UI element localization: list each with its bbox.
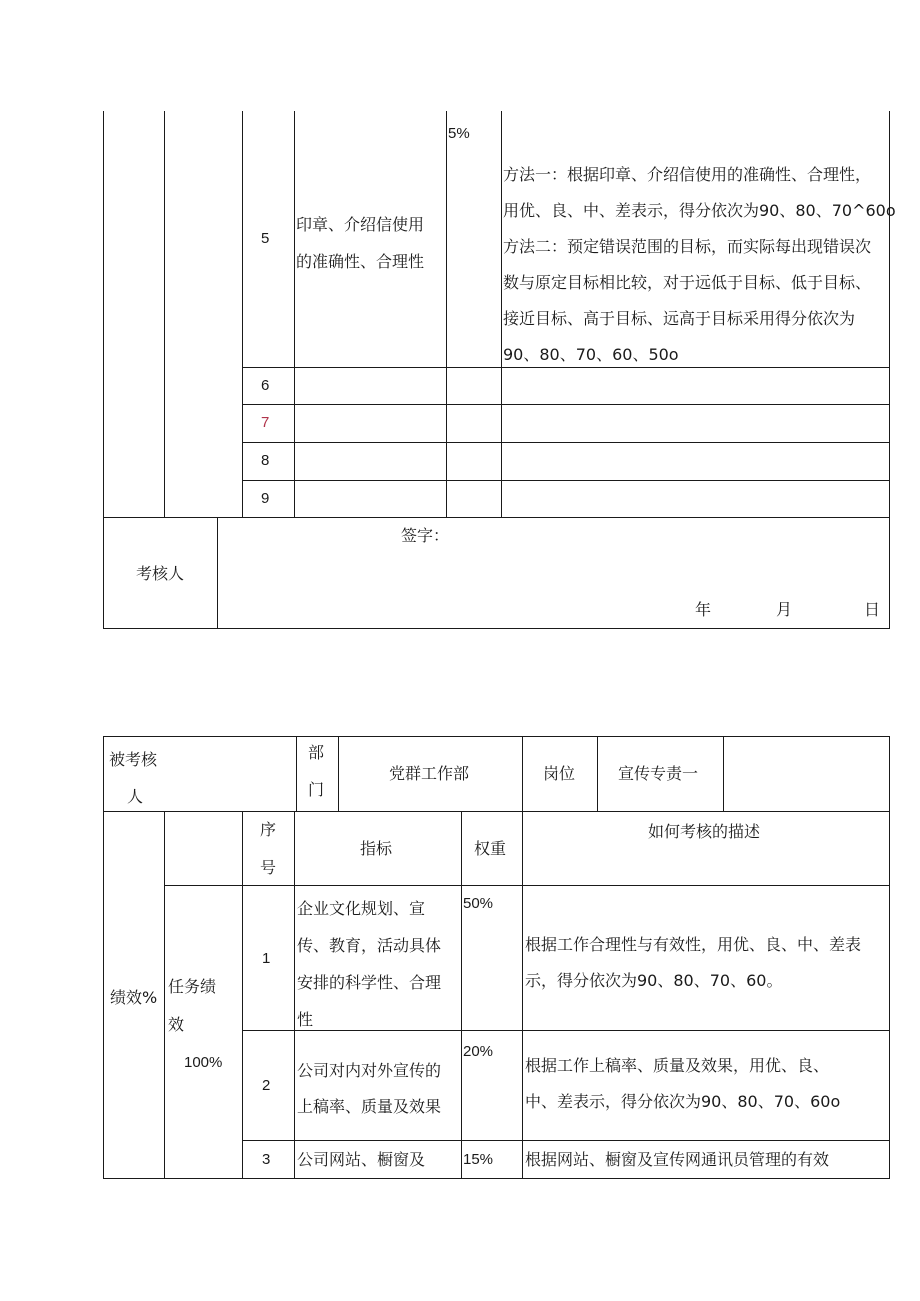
weight-value: 5% — [448, 125, 470, 142]
seq-header: 号 — [260, 858, 277, 877]
dept-value: 党群工作部 — [389, 764, 470, 783]
reviewer-label: 考核人 — [136, 564, 185, 583]
table2-col-line — [597, 736, 598, 811]
weight-header: 权重 — [474, 839, 507, 858]
seq-number: 5 — [261, 230, 270, 247]
indicator-header: 指标 — [360, 839, 393, 858]
indicator-text: 公司网站、橱窗及 — [297, 1150, 426, 1169]
position-label: 岗位 — [543, 764, 576, 783]
weight-value: 50% — [463, 895, 494, 912]
indicator-line: 安排的科学性、合理 — [297, 973, 442, 992]
indicator-text — [297, 1053, 441, 1125]
description-line: 中、差表示，得分依次为90、80、70、60o — [525, 1092, 841, 1111]
table2-left-border — [103, 736, 104, 1179]
performance-label: 绩效% — [110, 988, 158, 1007]
description-line: 根据工作上稿率、质量及效果，用优、良、 — [525, 1056, 830, 1075]
description-line: 数与原定目标相比较，对于远低于目标、低于目标、 — [503, 273, 872, 292]
table2-col-line — [522, 736, 523, 1179]
table1-row-line — [242, 480, 890, 481]
indicator-text: 的准确性、合理性 — [296, 252, 425, 271]
table2-col-line — [294, 811, 295, 1179]
indicator-line: 性 — [297, 1010, 314, 1029]
table2-right-border — [889, 736, 890, 1179]
description-header: 如何考核的描述 — [648, 822, 761, 841]
seq-number: 3 — [262, 1151, 271, 1168]
table2-top-border — [103, 736, 890, 737]
assessee-label: 人 — [127, 787, 144, 806]
description-line: 用优、良、中、差表示，得分依次为90、80、70^60o — [503, 201, 896, 220]
task-label: 效 — [168, 1015, 185, 1034]
seq-header: 序 — [260, 820, 277, 839]
indicator-line: 企业文化规划、宣 — [297, 899, 426, 918]
description-text: 根据网站、橱窗及宣传网通讯员管理的有效 — [525, 1150, 830, 1169]
table2-bottom-border — [103, 1178, 890, 1179]
description-text — [503, 157, 896, 373]
dept-label: 部 — [308, 743, 325, 762]
description-line: 90、80、70、60、50o — [503, 345, 679, 364]
description-text — [525, 927, 861, 999]
seq-number: 2 — [262, 1077, 271, 1094]
table1-row-line — [242, 404, 890, 405]
day-label: 日 — [864, 600, 881, 619]
description-text — [525, 1048, 840, 1120]
table2-col-line — [461, 811, 462, 1179]
table2-col-line — [164, 811, 165, 1179]
table2-row-line — [164, 885, 890, 886]
month-label: 月 — [776, 600, 793, 619]
indicator-line: 公司对内对外宣传的 — [297, 1061, 442, 1080]
table2-col-line — [338, 736, 339, 811]
table1-col-line — [164, 111, 165, 517]
description-line: 根据工作合理性与有效性，用优、良、中、差表 — [525, 935, 862, 954]
table2-col-line — [296, 736, 297, 811]
year-label: 年 — [695, 600, 712, 619]
position-value: 宣传专责一 — [618, 764, 699, 783]
indicator-line: 传、教育，活动具体 — [297, 936, 442, 955]
assessee-label: 被考核 — [109, 750, 158, 769]
table1-row-line — [242, 442, 890, 443]
table1-col-line — [501, 111, 502, 517]
seq-number: 6 — [261, 377, 270, 394]
table2-row-line — [103, 811, 890, 812]
seq-number: 8 — [261, 452, 270, 469]
description-line: 方法一：根据印章、介绍信使用的准确性、合理性， — [503, 165, 872, 184]
task-label: 任务绩 — [168, 977, 217, 996]
indicator-text — [297, 890, 441, 1038]
table1-bottom-border — [103, 628, 890, 629]
table1-col-line — [242, 111, 243, 517]
task-percent: 100% — [184, 1054, 223, 1071]
weight-value: 20% — [463, 1043, 494, 1060]
seq-number: 7 — [261, 414, 270, 431]
table1-row-line — [103, 517, 890, 518]
signature-label: 签字： — [401, 526, 450, 545]
dept-label: 门 — [308, 780, 325, 799]
seq-number: 9 — [261, 490, 270, 507]
table2-col-line — [723, 736, 724, 811]
indicator-text: 印章、介绍信使用 — [296, 215, 425, 234]
description-line: 接近目标、高于目标、远高于目标采用得分依次为 — [503, 309, 856, 328]
table1-col-line — [217, 517, 218, 629]
description-line: 示，得分依次为90、80、70、60。 — [525, 971, 783, 990]
table1-col-line — [446, 111, 447, 517]
weight-value: 15% — [463, 1151, 494, 1168]
table1-col-line — [294, 111, 295, 517]
seq-number: 1 — [262, 950, 271, 967]
table2-row-line — [242, 1140, 890, 1141]
indicator-line: 上稿率、质量及效果 — [297, 1097, 442, 1116]
table2-col-line — [242, 811, 243, 1179]
table1-left-border — [103, 111, 104, 629]
description-line: 方法二：预定错误范围的目标，而实际每出现错误次 — [503, 237, 872, 256]
